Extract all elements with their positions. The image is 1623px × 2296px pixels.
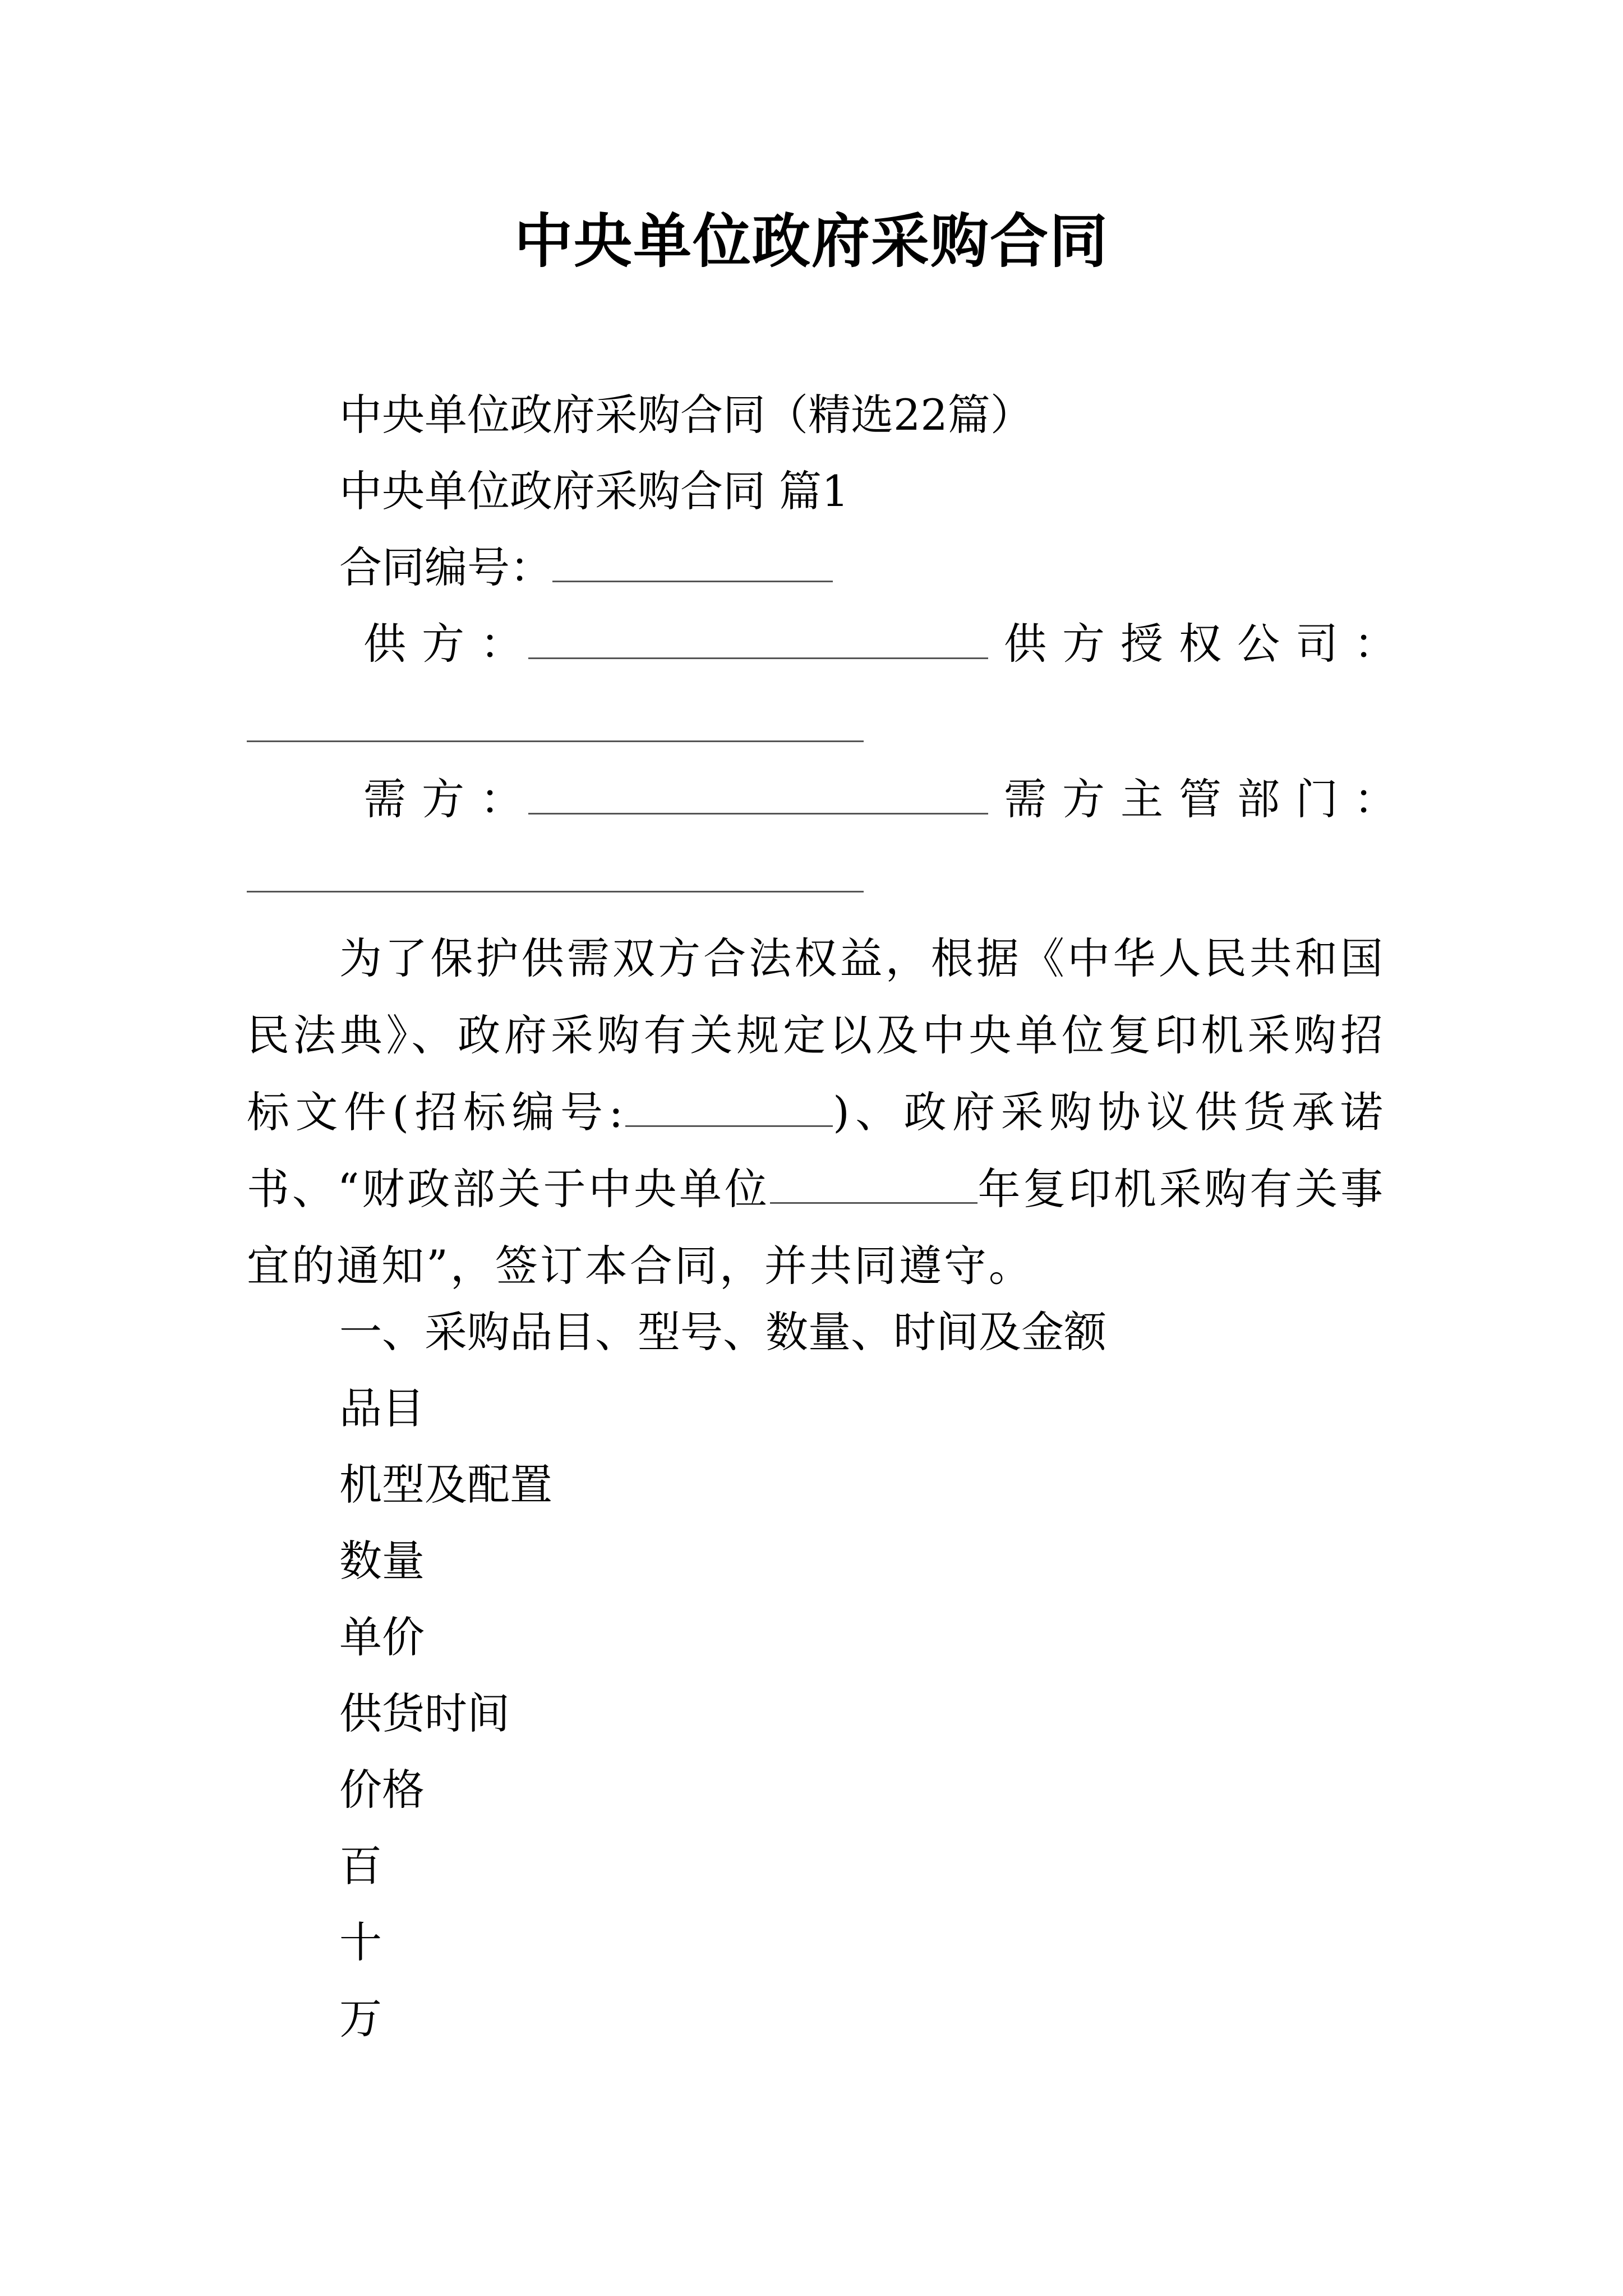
intro-text-3: 年复印机采购有关事宜的通知”，签订本合同，并共同遵守。 (247, 1164, 1386, 1291)
list-item: 价格 (339, 1765, 425, 1815)
buyer-department-blank (247, 891, 864, 892)
list-item: 万 (339, 1994, 382, 2044)
section-heading-1: 一、采购品目、型号、数量、时间及金额 (339, 1307, 1106, 1357)
intro-text-2: )、政府采购协议供货承诺书、“财政部关于中央单位 (247, 1087, 1385, 1214)
list-item: 单价 (339, 1612, 425, 1662)
list-item: 十 (339, 1917, 382, 1967)
year-blank (770, 1167, 978, 1204)
supplier-authorized-company-blank (247, 740, 864, 742)
contract-number-row (339, 540, 833, 596)
buyer-blank (528, 778, 988, 815)
tender-number-blank (625, 1091, 833, 1127)
contract-number-label: 合同编号： (339, 542, 552, 592)
list-item: 机型及配置 (339, 1460, 552, 1510)
supplier-label: 供方： (363, 619, 538, 669)
document-subtitle: 中央单位政府采购合同（精选22篇） (339, 390, 1033, 440)
document-title: 中央单位政府采购合同 (514, 206, 1109, 275)
list-item: 品目 (339, 1383, 425, 1433)
list-item: 百 (339, 1841, 382, 1891)
contract-number-blank (552, 546, 833, 582)
intro-text-1: 为了保护供需双方合法权益，根据《中华人民共和国民法典》、政府采购有关规定以及中央单位复印机采购招标文件(招标编号: (247, 933, 1385, 1137)
buyer-label: 需方： (363, 774, 538, 824)
part-heading: 中央单位政府采购合同 篇1 (339, 466, 849, 516)
list-item: 供货时间 (339, 1688, 510, 1738)
supplier-blank (528, 623, 988, 659)
list-item: 数量 (339, 1536, 425, 1586)
intro-paragraph (247, 920, 1385, 1304)
buyer-department-label: 需方主管部门： (1004, 774, 1412, 824)
supplier-authorized-company-label: 供方授权公司： (1004, 619, 1412, 669)
